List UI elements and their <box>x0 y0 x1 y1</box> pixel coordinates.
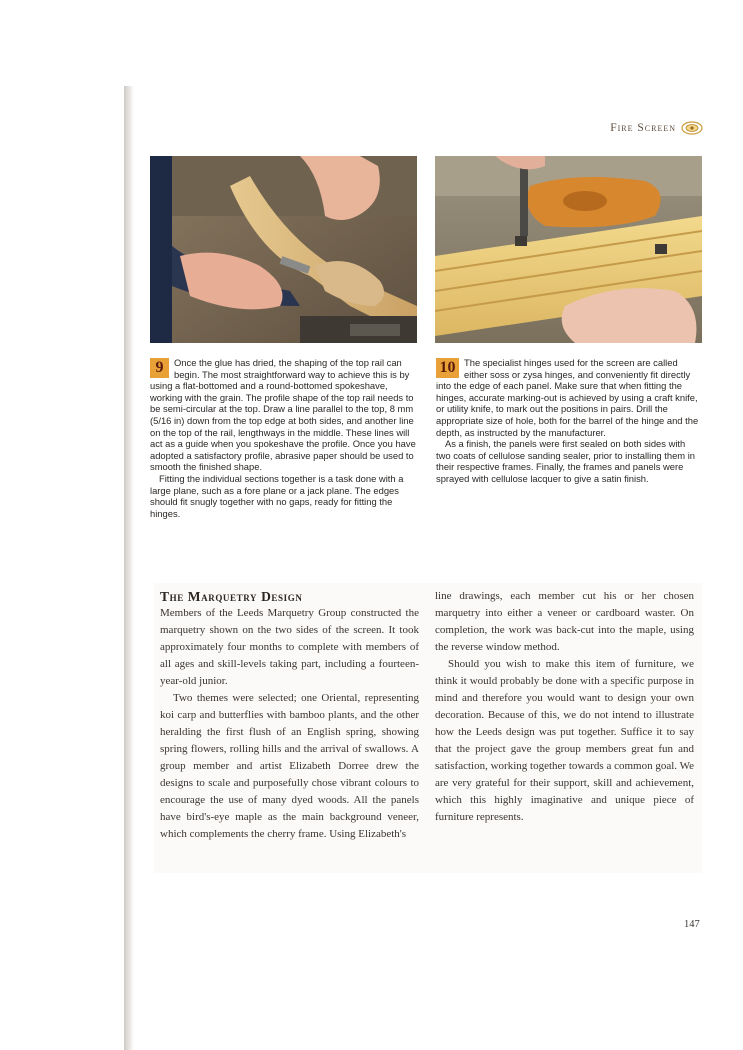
marquetry-paragraph: line drawings, each member cut his or her chosen marquetry into either a veneer or cardboard waster. On completion, the work was back-cut into the maple, using the reverse window method. <box>435 590 694 653</box>
marquetry-paragraph: Should you wish to make this item of furniture, we think it would probably be done with a specific purpose in mind and therefore you would want to design your own decoration. Because of this, we do not intend to illustrate how the Leeds design was put together. Suffice it to say that the project gave the group members great fun and satisfaction, working together towards a common goal. We are very grateful for their support, skill and achievement, which this highly imaginative and unique piece of furniture represents. <box>435 658 694 823</box>
marquetry-paragraph: Members of the Leeds Marquetry Group constructed the marquetry shown on the two sides of the screen. It took approximately four months to complete with members of all ages and skill-levels taking part, including a fourteen-year-old junior. <box>160 607 419 687</box>
step-number-badge: 10 <box>436 358 459 378</box>
step-9-instructions <box>150 357 418 519</box>
hands-spokeshaving-top-rail-photo <box>150 156 417 343</box>
page-binding-shadow <box>124 86 134 1050</box>
page-number: 147 <box>684 919 700 930</box>
step-10-paragraph-1: The specialist hinges used for the screen are called either soss or zysa hinges, and conveniently fit directly into the edge of each panel. Make sure that when fitting the hinges, accurate marking-out is achieved by using a craft knife, or utility knife, to mark out the positions in pairs. Drill the appropriate size of hole, both for the barrel of the hinge and the depth, as instructed by the manufacturer. <box>436 357 699 438</box>
step-9-paragraph-1: Once the glue has dried, the shaping of the top rail can begin. The most straightforward way to achieve this is by using a flat-bottomed and a round-bottomed spokeshave, working with the grain. The profile shape of the top rail needs to be semi-circular at the top. Draw a line parallel to the top, 8 mm (5/16 in) down from the top edge at both sides, and another line on the top of the rail, lengthways in the middle. These lines will act as a guide when you spokeshave the profile. Once you have adopted a satisfactory profile, abrasive paper should be used to smooth the finished shape. <box>150 357 416 473</box>
running-title: Fire Screen <box>610 122 676 134</box>
step-number-badge: 9 <box>150 358 169 378</box>
running-head <box>610 121 703 135</box>
hinges-marked-on-panel-edges-photo <box>435 156 702 343</box>
step-9-paragraph-2: Fitting the individual sections together is a task done with a large plane, such as a fore plane or a jack plane. The edges should fit snugly together with no gaps, ready for fitting the hinges. <box>150 472 404 519</box>
marquetry-right-column <box>435 588 694 826</box>
marquetry-paragraph: Two themes were selected; one Oriental, representing koi carp and butterflies with bamboo plants, and the other heralding the first flush of an English spring, showing spring flowers, rolling hills and the arrival of swallows. A group member and artist Elizabeth Dorree drew the designs to scale and purposefully chose vibrant colours to encourage the use of many dyed woods. All the panels have bird's-eye maple as the main background veneer, which complements the cherry frame. Using Elizabeth's <box>160 692 419 840</box>
rosette-ornament-icon <box>681 121 703 135</box>
marquetry-left-column <box>160 605 419 843</box>
step-10-paragraph-2: As a finish, the panels were first sealed on both sides with two coats of cellulose sanding sealer, prior to installing them in their respective frames. Finally, the frames and panels were sprayed with cellulose lacquer to give a satin finish. <box>436 438 695 484</box>
step-10-instructions <box>436 357 702 485</box>
section-heading: The Marquetry Design <box>160 589 303 604</box>
